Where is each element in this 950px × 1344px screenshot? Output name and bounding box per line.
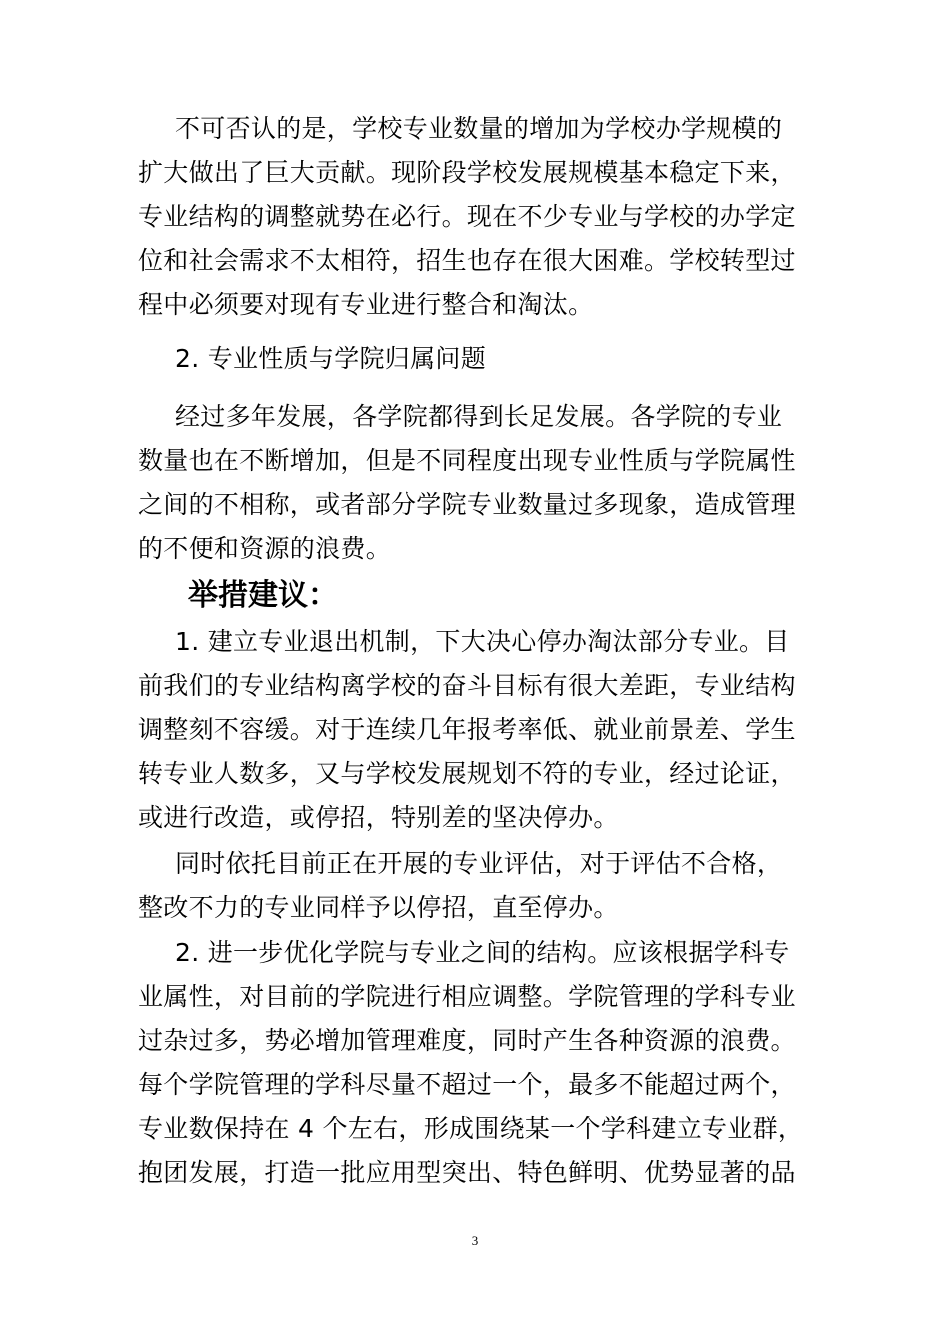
paragraph-line: 同时依托目前正在开展的专业评估，对于评估不合格，: [175, 849, 783, 878]
paragraph-line: 专业数保持在 4 个左右，形成围绕某一个学科建立专业群，: [138, 1114, 804, 1143]
paragraph-line: 数量也在不断增加，但是不同程度出现专业性质与学院属性: [138, 446, 796, 475]
paragraph-line: 专业结构的调整就势在必行。现在不少专业与学校的办学定: [138, 202, 796, 231]
paragraph-line: 之间的不相称，或者部分学院专业数量过多现象，造成管理: [138, 490, 796, 519]
section-title: 2. 专业性质与学院归属问题: [175, 344, 487, 373]
paragraph-line: 每个学院管理的学科尽量不超过一个，最多不能超过两个，: [138, 1070, 796, 1099]
paragraph-line: 位和社会需求不太相符，招生也存在很大困难。学校转型过: [138, 246, 796, 275]
paragraph-line: 过杂过多，势必增加管理难度，同时产生各种资源的浪费。: [138, 1026, 796, 1055]
paragraph-line: 1. 建立专业退出机制，下大决心停办淘汰部分专业。目: [175, 627, 790, 656]
paragraph-line: 抱团发展，打造一批应用型突出、特色鲜明、优势显著的品: [138, 1158, 796, 1187]
paragraph-line: 2. 进一步优化学院与专业之间的结构。应该根据学科专: [175, 938, 790, 967]
paragraph-line: 程中必须要对现有专业进行整合和淘汰。: [138, 290, 594, 319]
paragraph-line: 扩大做出了巨大贡献。现阶段学校发展规模基本稳定下来，: [138, 158, 796, 187]
paragraph-line: 经过多年发展，各学院都得到长足发展。各学院的专业: [175, 402, 783, 431]
paragraph-line: 转专业人数多，又与学校发展规划不符的专业，经过论证，: [138, 759, 796, 788]
paragraph-line: 前我们的专业结构离学校的奋斗目标有很大差距，专业结构: [138, 671, 796, 700]
paragraph-line: 整改不力的专业同样予以停招，直至停办。: [138, 893, 619, 922]
paragraph-line: 调整刻不容缓。对于连续几年报考率低、就业前景差、学生: [138, 715, 796, 744]
paragraph-line: 不可否认的是，学校专业数量的增加为学校办学规模的: [175, 114, 783, 143]
paragraph-line: 业属性，对目前的学院进行相应调整。学院管理的学科专业: [138, 982, 796, 1011]
paragraph-line: 或进行改造，或停招，特别差的坚决停办。: [138, 803, 619, 832]
paragraph-line: 的不便和资源的浪费。: [138, 534, 392, 563]
page-number: 3: [471, 1233, 479, 1248]
measures-heading: 举措建议：: [188, 578, 338, 613]
